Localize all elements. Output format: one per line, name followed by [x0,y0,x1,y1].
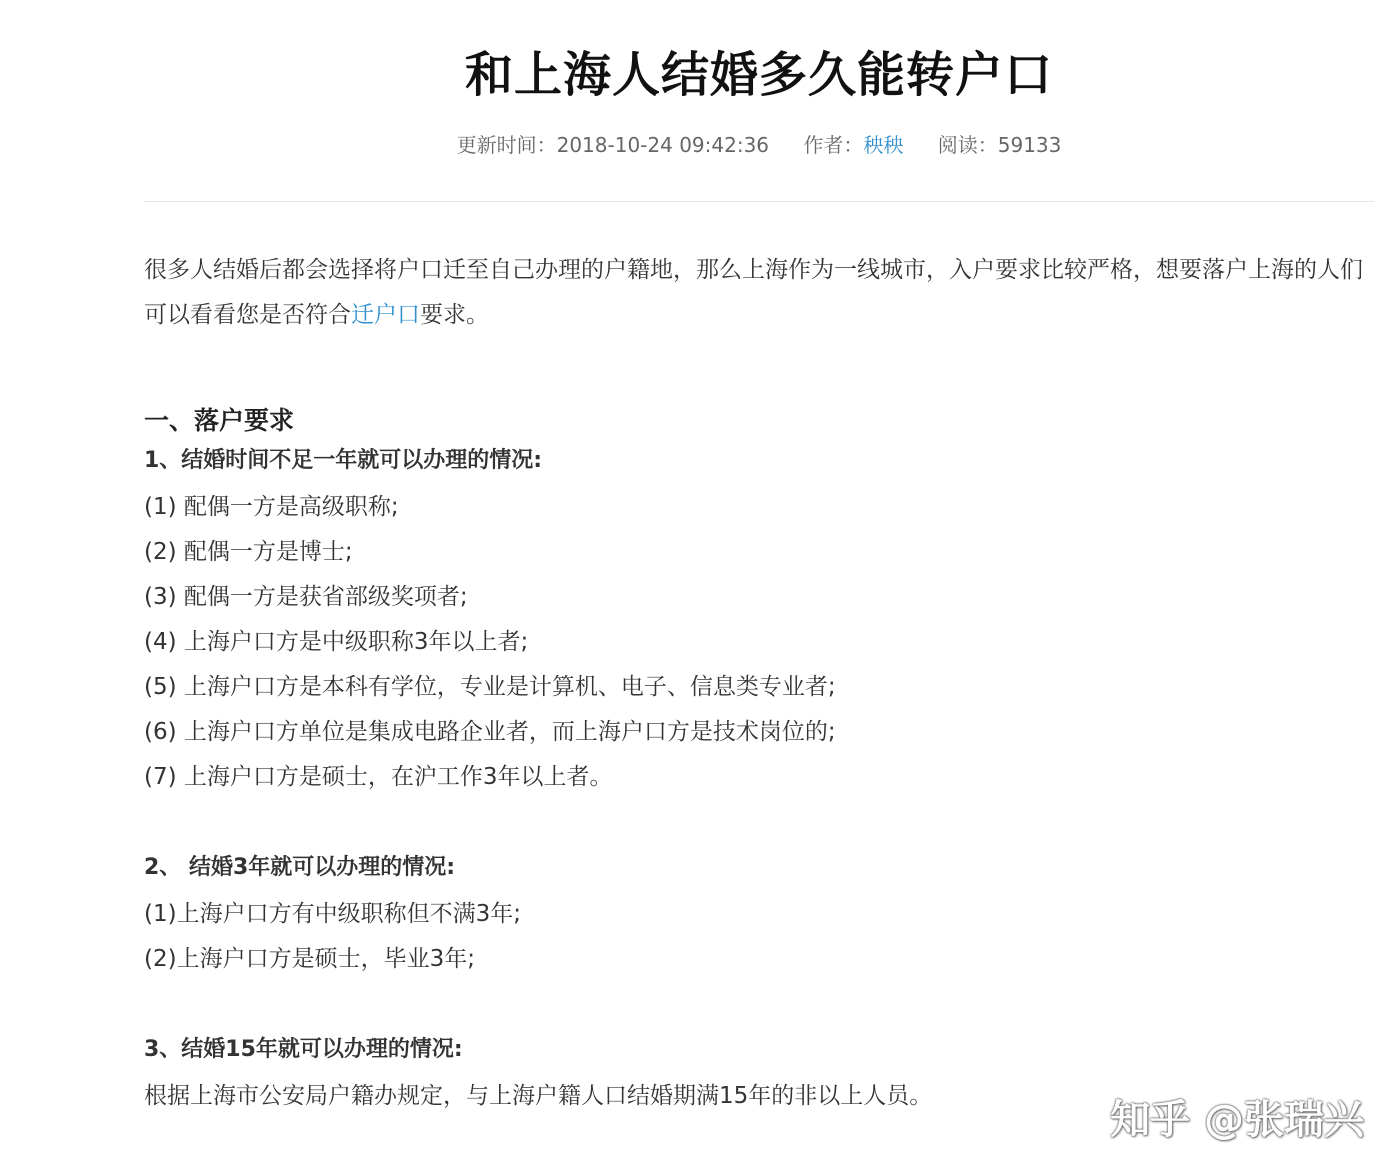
intro-link[interactable]: 迁户口 [351,302,420,328]
sub-heading-2: 2、 结婚3年就可以办理的情况: [144,855,456,880]
author-link[interactable]: 秧秧 [863,133,904,157]
read-count: 阅读：59133 [937,133,1062,157]
article-body [144,248,1374,1119]
list-item: (7) 上海户口方是硕士，在沪工作3年以上者。 [144,764,613,790]
list-item: (1) 配偶一方是高级职称; [144,494,399,520]
author-info [803,133,903,157]
list-item: (2) 配偶一方是博士; [144,539,353,565]
author-label: 作者： [803,133,864,157]
list-item: 根据上海市公安局户籍办规定，与上海户籍人口结婚期满15年的非以上人员。 [144,1083,933,1109]
list-item: (4) 上海户口方是中级职称3年以上者; [144,629,529,655]
zhihu-watermark: 知乎 @张瑞兴 [1110,1097,1364,1143]
intro-paragraph [144,248,1374,338]
intro-text: 很多人结婚后都会选择将户口迁至自己办理的户籍地，那么上海作为一线城市，入户要求比较严格，想要落户上海的人们可以看看您是否符合 [144,257,1363,328]
list-item: (2)上海户口方是硕士，毕业3年; [144,946,475,972]
update-time: 更新时间：2018-10-24 09:42:36 [456,133,770,157]
article-title: 和上海人结婚多久能转户口 [464,47,1053,103]
intro-text-end: 要求。 [420,302,489,328]
list-item: (5) 上海户口方是本科有学位，专业是计算机、电子、信息类专业者; [144,674,836,700]
list-item: (1)上海户口方有中级职称但不满3年; [144,901,521,927]
divider [144,201,1374,202]
list-item: (6) 上海户口方单位是集成电路企业者，而上海户口方是技术岗位的; [144,719,836,745]
sub-heading-3: 3、结婚15年就可以办理的情况: [144,1037,463,1062]
section-heading-requirements: 一、落户要求 [144,406,295,435]
list-item: (3) 配偶一方是获省部级奖项者; [144,584,468,610]
sub-heading-1: 1、结婚时间不足一年就可以办理的情况: [144,448,543,473]
article-meta [0,130,1398,160]
